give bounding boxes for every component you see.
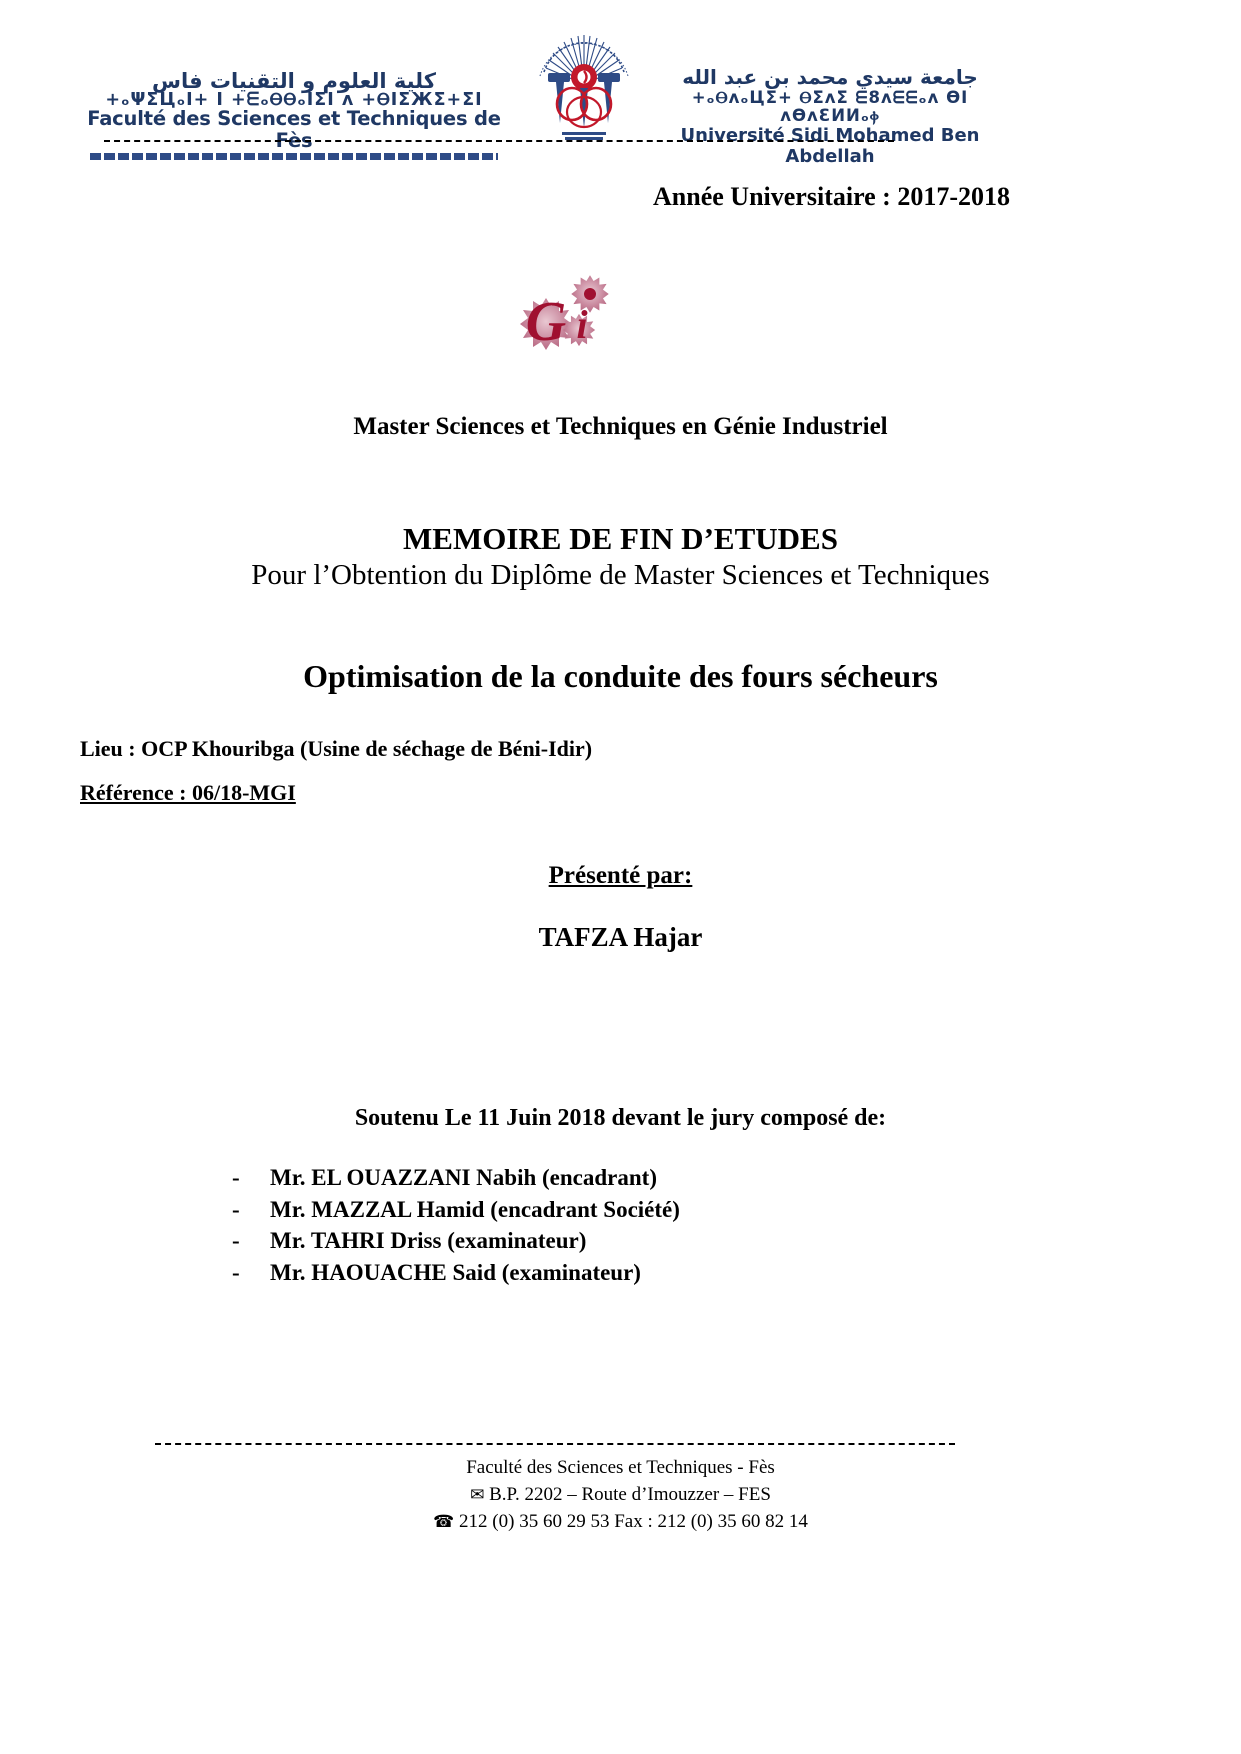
program-title: Master Sciences et Techniques en Génie Industriel	[353, 413, 888, 440]
presented-by-label-text: Présenté par:	[548, 862, 693, 889]
document-header	[0, 26, 1241, 167]
reference-number: Référence : 06/18-MGI	[80, 780, 296, 805]
university-logo-tifinagh-text: +ₒⲐᴧₒЦΣ+ ⲐΣᴧΣ ᗴ8ᴧᗴᗴₒᴧ ƟI ᴧƟᴧƐИИₒⲫ	[691, 88, 969, 126]
academic-year: Année Universitaire : 2017-2018	[653, 182, 1010, 211]
faculty-logo-tifinagh-text: +ₒΨΣЦₒI+ I +ᗴₒⲐⲐₒIΣI ᴧ +ⲐIΣЖΣ+ΣI	[105, 90, 483, 111]
faculty-logo	[84, 70, 504, 160]
jury-member-name: Mr. HAOUACHE Said (examinateur)	[270, 1260, 641, 1286]
footer-divider	[155, 1443, 955, 1445]
page-title: Optimisation de la conduite des fours sécheurs	[303, 658, 938, 694]
author-name: TAFZA Hajar	[538, 922, 703, 952]
university-logo-arabic-text: جامعة سيدي محمد بن عبد الله	[682, 65, 978, 89]
jury-member-name: Mr. MAZZAL Hamid (encadrant Société)	[270, 1196, 680, 1222]
jury-list-item	[232, 1194, 680, 1226]
footer-phone-line	[0, 1509, 1241, 1536]
svg-text:G: G	[525, 291, 567, 353]
footer-phone-text: 212 (0) 35 60 29 53 Fax : 212 (0) 35 60 82 14	[459, 1510, 808, 1532]
jury-member-name: Mr. EL OUAZZANI Nabih (encadrant)	[270, 1165, 657, 1190]
jury-member-name: Mr. TAHRI Driss (examinateur)	[270, 1228, 587, 1254]
telephone-icon: ☎	[433, 1511, 455, 1532]
jury-list-item	[232, 1225, 680, 1257]
header-divider	[104, 140, 894, 142]
svg-text:i: i	[576, 302, 588, 347]
document-footer	[0, 1455, 1241, 1536]
internship-place: Lieu : OCP Khouribga (Usine de séchage de Béni-Idir)	[80, 736, 593, 761]
university-logo	[640, 66, 1020, 168]
jury-list-item	[232, 1257, 680, 1289]
defense-date-line: Soutenu Le 11 Juin 2018 devant le jury composé de:	[354, 1105, 887, 1131]
document-purpose-line: Pour l’Obtention du Diplôme de Master Sciences et Techniques	[251, 559, 990, 591]
faculty-logo-french-text: Faculté des Sciences et Techniques de Fès	[87, 107, 501, 152]
jury-list	[232, 1162, 680, 1289]
faculty-logo-arabic-text: كلية العلوم و التقنيات فاس	[152, 69, 436, 93]
faculty-logo-underline-ornament	[90, 153, 498, 160]
jury-bullet-dash: -	[232, 1228, 240, 1254]
university-logo-french-text: Université Sidi Mohamed Ben Abdellah	[680, 125, 980, 167]
document-type-title: MEMOIRE DE FIN D’ETUDES	[403, 521, 838, 556]
envelope-icon: ✉	[470, 1484, 485, 1505]
university-seal-icon	[534, 28, 634, 144]
footer-faculty-name: Faculté des Sciences et Techniques - Fès	[466, 1457, 775, 1478]
genie-industriel-logo-icon	[516, 268, 612, 360]
jury-list-item	[232, 1162, 680, 1194]
jury-bullet-dash: -	[232, 1260, 240, 1286]
footer-address-line	[0, 1482, 1241, 1509]
jury-bullet-dash: -	[232, 1196, 240, 1222]
footer-address-text: B.P. 2202 – Route d’Imouzzer – FES	[489, 1483, 771, 1505]
presented-by-label	[0, 862, 1241, 890]
jury-bullet-dash: -	[232, 1165, 240, 1190]
